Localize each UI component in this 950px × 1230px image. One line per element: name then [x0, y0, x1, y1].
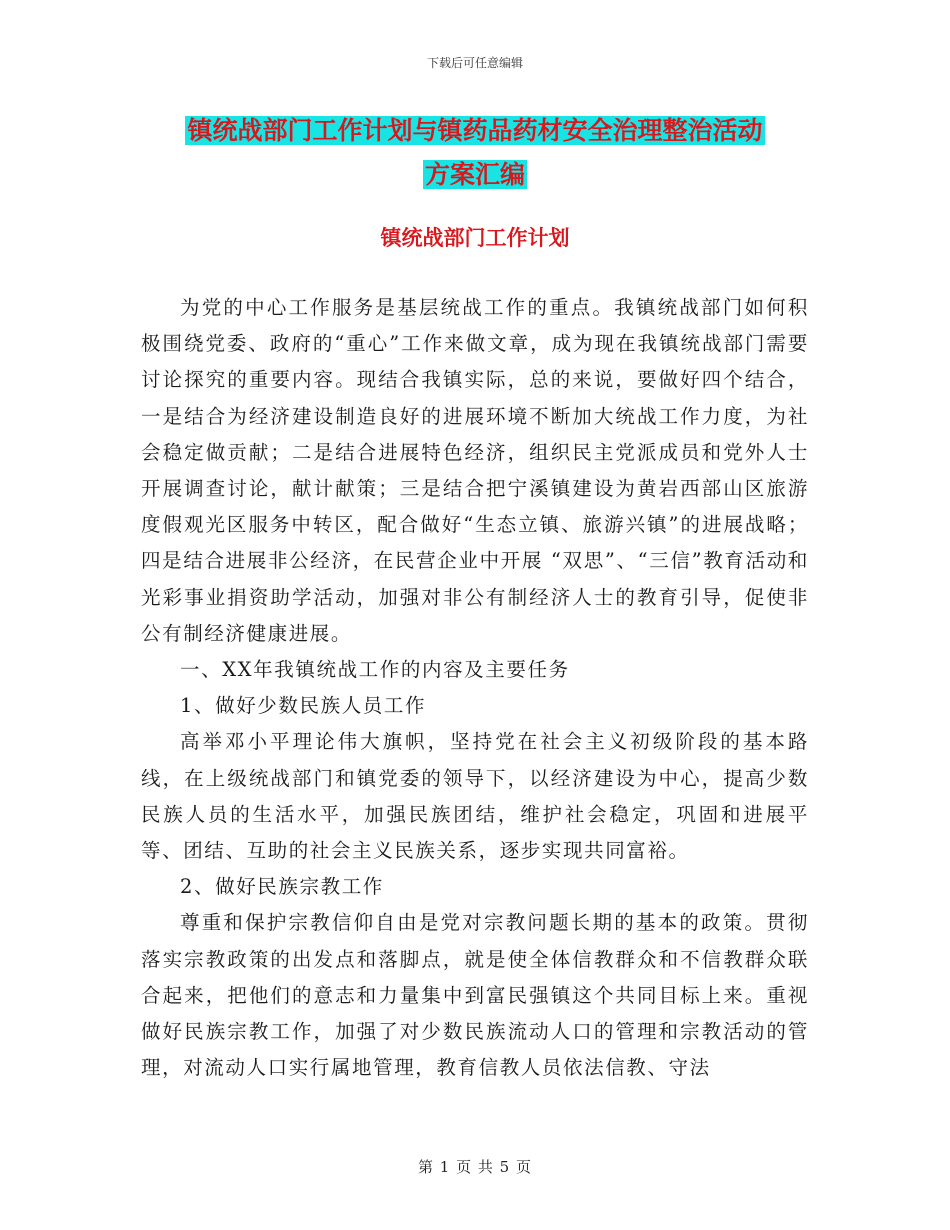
paragraph-subheading-2: 2、做好民族宗教工作 [180, 875, 384, 899]
document-title-line-1 [0, 114, 950, 148]
paragraph-subheading-1: 1、做好少数民族人员工作 [180, 694, 427, 718]
paragraph-intro: 为党的中心工作服务是基层统战工作的重点。我镇统战部门如何积极围绕党委、政府的“重心”工作来做文章，成为现在我镇统战部门需要讨论探究的重要内容。现结合我镇实际，总的来说，要做好四个结合，一是结合为经济建设制造良好的进展环境不断加大统战工作力度，为社会稳定做贡献；二是结合进展特色经济，组织民主党派成员和党外人士开展调查讨论，献计献策；三是结合把宁溪镇建设为黄岩西部山区旅游度假观光区服务中转区，配合做好“生态立镇、旅游兴镇”的进展战略；四是结合进展非公经济，在民营企业中开展 “双思”、“三信”教育活动和光彩事业捐资助学活动，加强对非公有制经济人士的教育引导，促使非公有制经济健康进展。 [141, 296, 809, 645]
section-title: 镇统战部门工作计划 [380, 225, 570, 250]
paragraph-minority-work: 高举邓小平理论伟大旗帜，坚持党在社会主义初级阶段的基本路线，在上级统战部门和镇党委的领导下，以经济建设为中心，提高少数民族人员的生活水平，加强民族团结，维护社会稳定，巩固和进展平等、团结、互助的社会主义民族关系，逐步实现共同富裕。 [141, 730, 809, 863]
page-footer: 第 1 页 共 5 页 [418, 1158, 532, 1176]
paragraph-religion-work: 尊重和保护宗教信仰自由是党对宗教问题长期的基本的政策。贯彻落实宗教政策的出发点和落脚点，就是使全体信教群众和不信教群众联合起来，把他们的意志和力量集中到富民强镇这个共同目标上来。重视做好民族宗教工作，加强了对少数民族流动人口的管理和宗教活动的管理，对流动人口实行属地管理，教育信教人员依法信教、守法 [141, 911, 809, 1080]
document-title-text-2: 方案汇编 [424, 160, 525, 189]
paragraph-heading-1: 一、XX年我镇统战工作的内容及主要任务 [180, 658, 570, 682]
header-note: 下载后可任意编辑 [426, 56, 523, 70]
document-title-line-2 [0, 158, 950, 192]
document-title-text-1: 镇统战部门工作计划与镇药品药材安全治理整治活动 [187, 116, 763, 145]
document-body [141, 290, 809, 1086]
